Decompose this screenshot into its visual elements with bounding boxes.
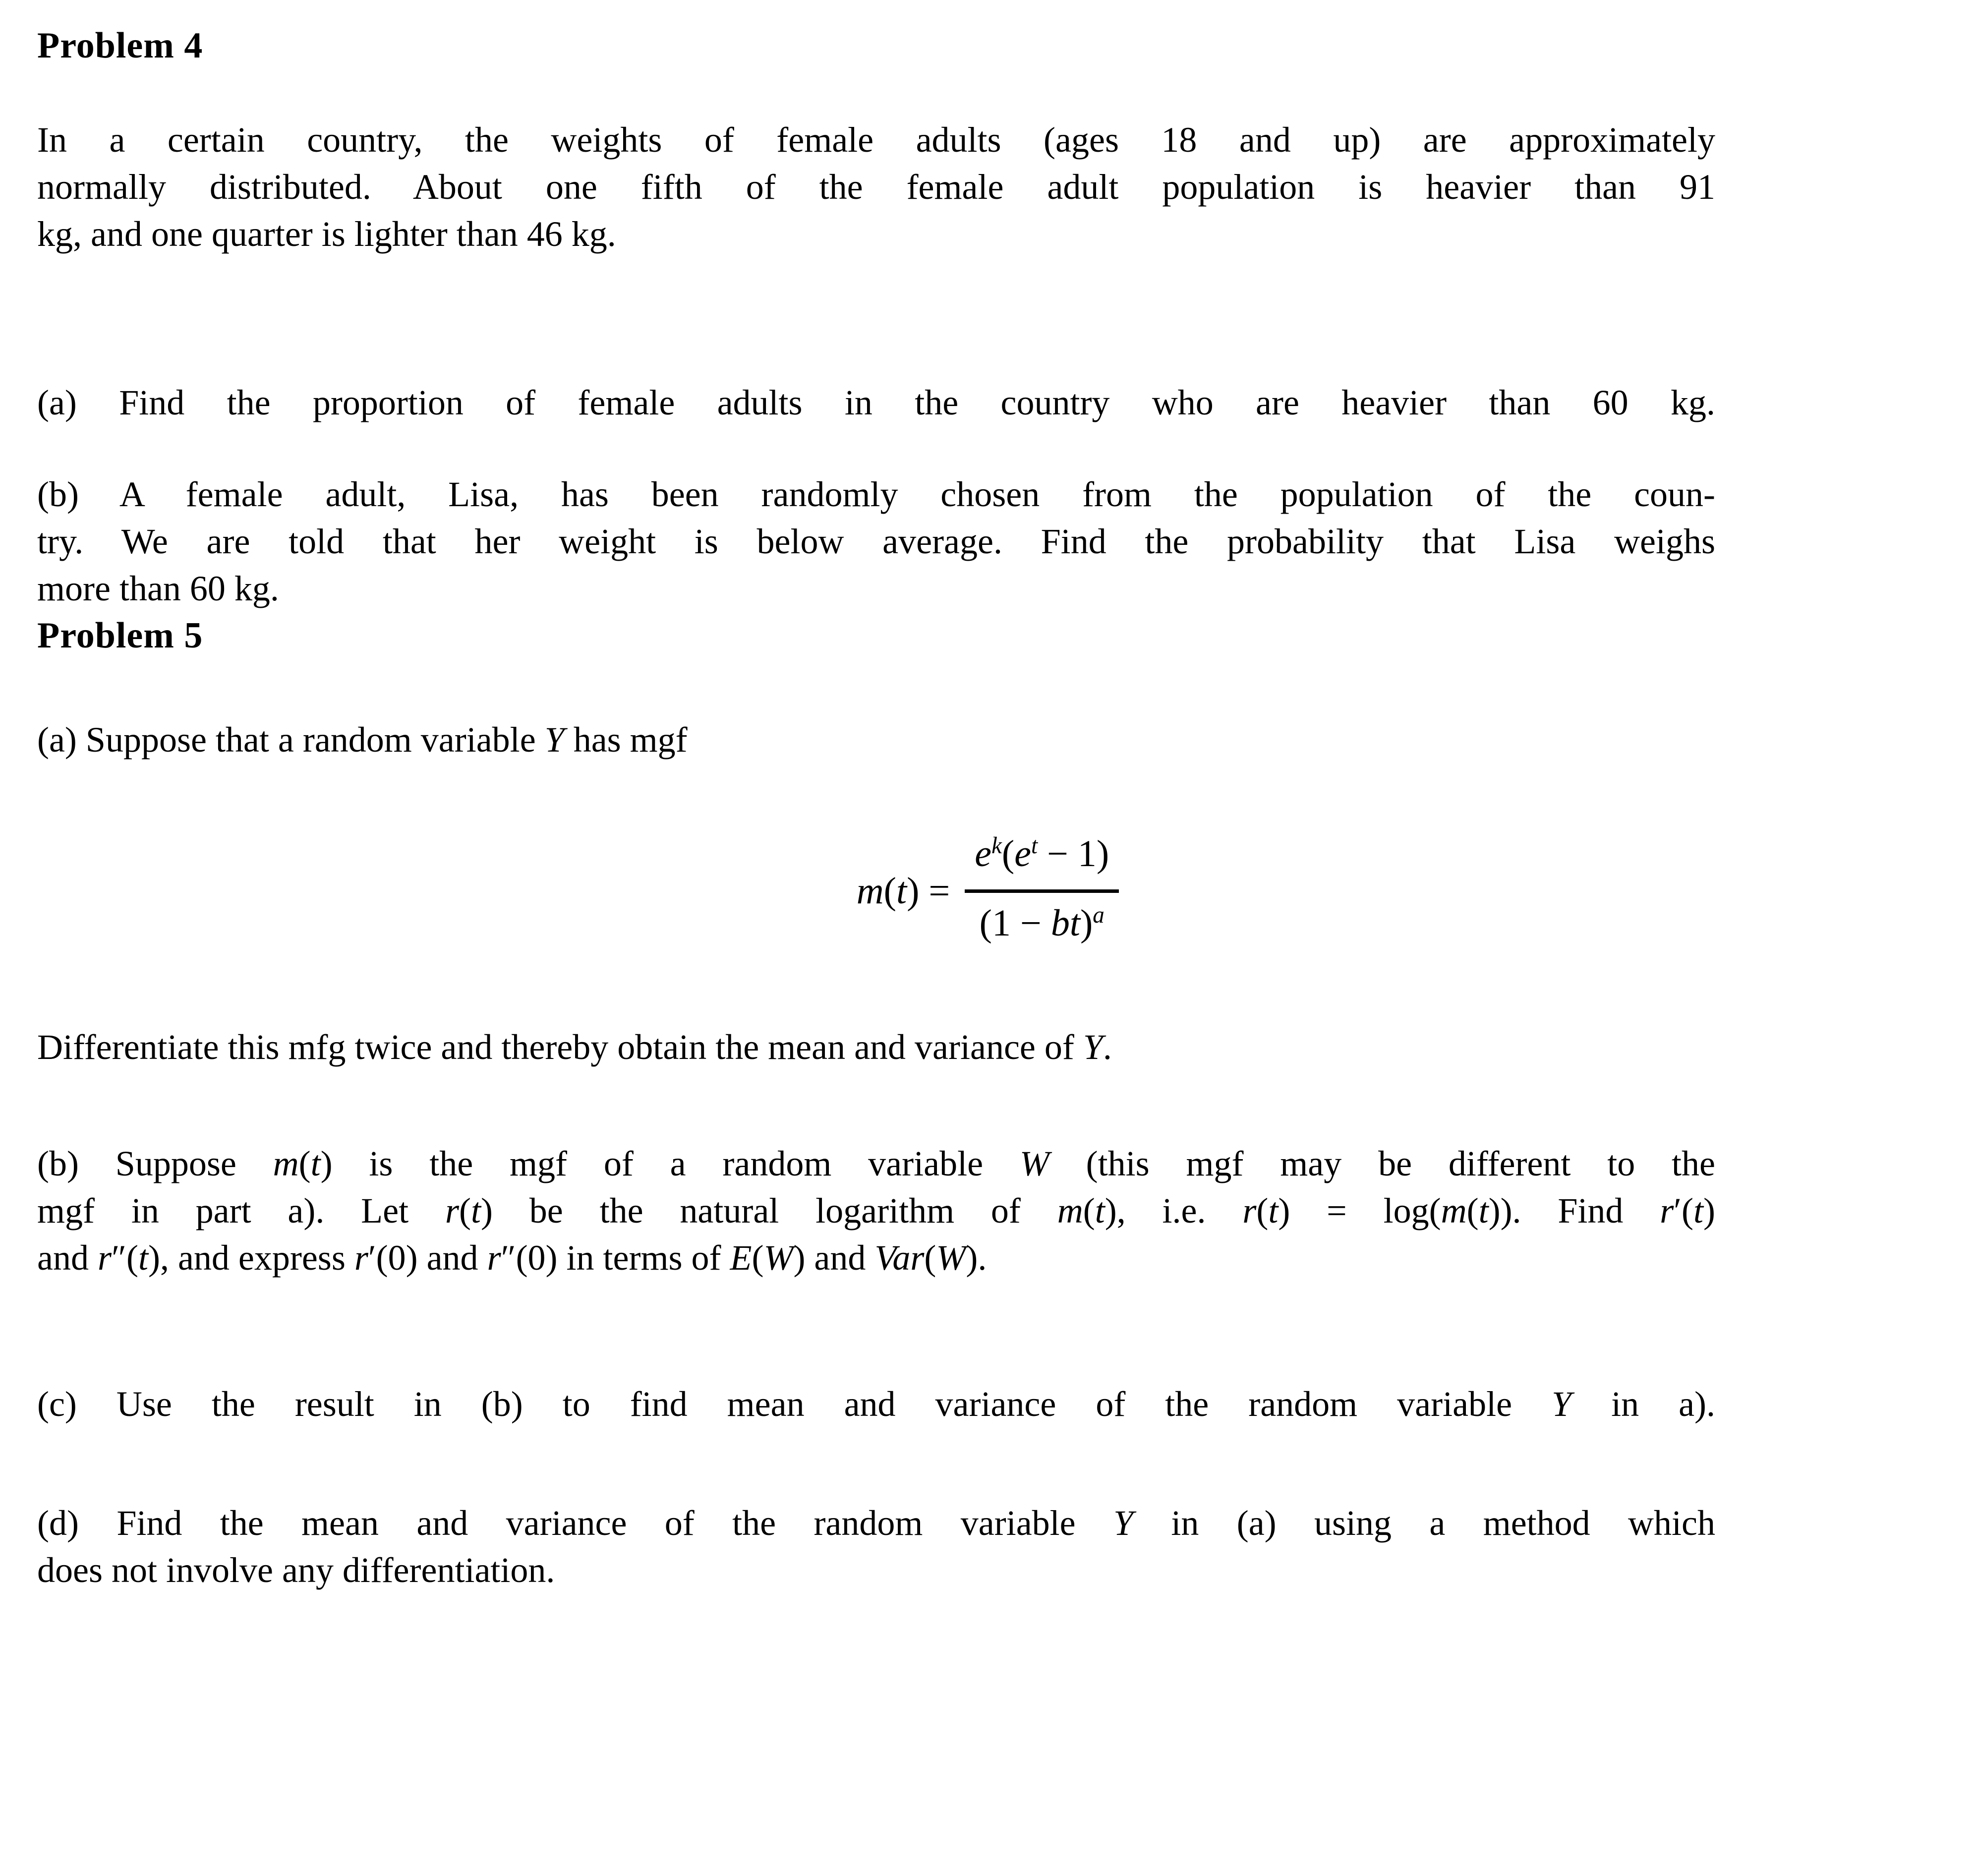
text-line	[37, 164, 1715, 211]
text-line	[37, 565, 1715, 612]
problem4-intro-paragraph	[37, 117, 1715, 258]
text-run: in a).	[1571, 1384, 1715, 1424]
text-run: (	[924, 1238, 936, 1278]
text-run: ′(0) and	[368, 1238, 487, 1278]
text-line	[37, 518, 1715, 565]
problem4-heading: Problem 4	[37, 25, 203, 66]
fraction-bar	[965, 889, 1119, 893]
text-run: try. We are told that her weight is below average. Find the probability that Lisa weighs	[37, 522, 1715, 561]
math-symbol: t	[1478, 1191, 1489, 1231]
math-symbol: r	[97, 1238, 112, 1278]
math-symbol: t	[1031, 833, 1038, 859]
math-symbol: W	[1019, 1144, 1049, 1183]
math-symbol: r	[1242, 1191, 1257, 1231]
problem5-heading: Problem 5	[37, 615, 203, 656]
text-line	[37, 471, 1715, 518]
text-run: ″(	[112, 1238, 138, 1278]
formula-fraction	[965, 830, 1119, 952]
text-line	[37, 716, 1715, 763]
text-run: (a) Suppose that a random variable	[37, 720, 545, 760]
text-line	[37, 1140, 1715, 1187]
text-run: (c) Use the result in (b) to find mean and variance of the random variable	[37, 1384, 1552, 1424]
text-run: more than 60 kg.	[37, 569, 279, 608]
math-symbol: W	[936, 1238, 966, 1278]
text-run: (1 −	[979, 902, 1051, 944]
text-run: (	[459, 1191, 471, 1231]
text-run: has mgf	[564, 720, 688, 760]
text-run: (b) A female adult, Lisa, has been randomly chosen from the population of the coun-	[37, 474, 1715, 514]
text-run: mgf in part a). Let	[37, 1191, 445, 1231]
problem5-part-c	[37, 1381, 1715, 1428]
text-run: Differentiate this mfg twice and thereby obtain the mean and variance of	[37, 1027, 1083, 1067]
math-symbol: t	[896, 870, 907, 912]
math-symbol: t	[1095, 1191, 1105, 1231]
math-symbol: Y	[1083, 1027, 1103, 1067]
math-symbol: t	[310, 1144, 321, 1183]
text-line	[37, 211, 1715, 258]
text-run: ′(	[1674, 1191, 1694, 1231]
math-symbol: m	[273, 1144, 299, 1183]
text-run: In a certain country, the weights of female adults (ages 18 and up) are approximately	[37, 120, 1715, 160]
text-run: (	[883, 870, 896, 912]
math-symbol: k	[991, 833, 1002, 859]
problem4-part-b	[37, 471, 1715, 612]
math-symbol: r	[445, 1191, 459, 1231]
text-run: (	[1001, 833, 1015, 875]
mgf-formula	[37, 830, 1938, 952]
math-symbol: r	[354, 1238, 368, 1278]
text-line	[37, 379, 1715, 426]
text-run: (	[752, 1238, 764, 1278]
problem5-part-a-outro	[37, 1024, 1715, 1071]
text-run: normally distributed. About one fifth of the female adult population is heavier than 91	[37, 167, 1715, 207]
math-symbol: m	[856, 870, 884, 912]
text-run: does not involve any differentiation.	[37, 1550, 555, 1590]
text-run: ), i.e.	[1105, 1191, 1243, 1231]
math-symbol: W	[763, 1238, 794, 1278]
math-symbol: a	[1093, 902, 1105, 929]
text-line	[37, 1500, 1715, 1547]
text-run: ) is the mgf of a random variable	[320, 1144, 1020, 1183]
text-run: (	[298, 1144, 311, 1183]
math-symbol: t	[138, 1238, 148, 1278]
math-symbol: e	[1014, 833, 1031, 875]
math-symbol: Y	[1552, 1384, 1572, 1424]
math-symbol: Y	[544, 720, 565, 760]
text-run: (	[1466, 1191, 1479, 1231]
text-line	[37, 117, 1715, 164]
problem5-part-d	[37, 1500, 1715, 1594]
math-symbol: r	[1660, 1191, 1674, 1231]
formula-denominator	[970, 893, 1114, 952]
formula-numerator	[965, 830, 1119, 889]
text-line	[37, 1547, 1715, 1594]
math-symbol: Y	[1113, 1503, 1134, 1543]
text-run: (d) Find the mean and variance of the random variable	[37, 1503, 1113, 1543]
math-symbol: E	[730, 1238, 752, 1278]
text-run: kg, and one quarter is lighter than 46 kg.	[37, 214, 616, 254]
text-run: ), and express	[148, 1238, 354, 1278]
text-run: in (a) using a method which	[1133, 1503, 1715, 1543]
formula-lhs	[857, 868, 950, 915]
text-run: ) be the natural logarithm of	[481, 1191, 1057, 1231]
math-symbol: bt	[1050, 902, 1080, 944]
text-run: ″(0) in terms of	[501, 1238, 730, 1278]
text-run: and	[37, 1238, 98, 1278]
math-symbol: m	[1057, 1191, 1083, 1231]
text-run: (b) Suppose	[37, 1144, 273, 1183]
text-run: )). Find	[1488, 1191, 1660, 1231]
text-run: (	[1083, 1191, 1095, 1231]
math-symbol: e	[975, 833, 991, 875]
text-run: ).	[966, 1238, 987, 1278]
text-run: ) = log(	[1278, 1191, 1441, 1231]
text-run: (	[1256, 1191, 1269, 1231]
math-symbol: Var	[874, 1238, 925, 1278]
problem5-part-a-intro	[37, 716, 1715, 763]
math-symbol: t	[1268, 1191, 1279, 1231]
text-line	[37, 1234, 1715, 1282]
text-run: − 1)	[1038, 833, 1109, 875]
text-run: )	[1080, 902, 1093, 944]
text-line	[37, 1187, 1715, 1234]
text-run: (this mgf may be different to the	[1049, 1144, 1716, 1183]
text-run: (a) Find the proportion of female adults in the country who are heavier than 60 kg.	[37, 383, 1715, 422]
math-symbol: r	[487, 1238, 501, 1278]
text-line	[37, 1381, 1715, 1428]
text-run: )	[1703, 1191, 1716, 1231]
text-run: .	[1103, 1027, 1112, 1067]
text-line	[37, 1024, 1715, 1071]
math-symbol: m	[1441, 1191, 1467, 1231]
math-symbol: t	[1693, 1191, 1704, 1231]
text-run: ) =	[907, 870, 950, 912]
problem4-part-a	[37, 379, 1715, 426]
problem5-part-b	[37, 1140, 1715, 1282]
math-symbol: t	[470, 1191, 481, 1231]
text-run: ) and	[793, 1238, 875, 1278]
